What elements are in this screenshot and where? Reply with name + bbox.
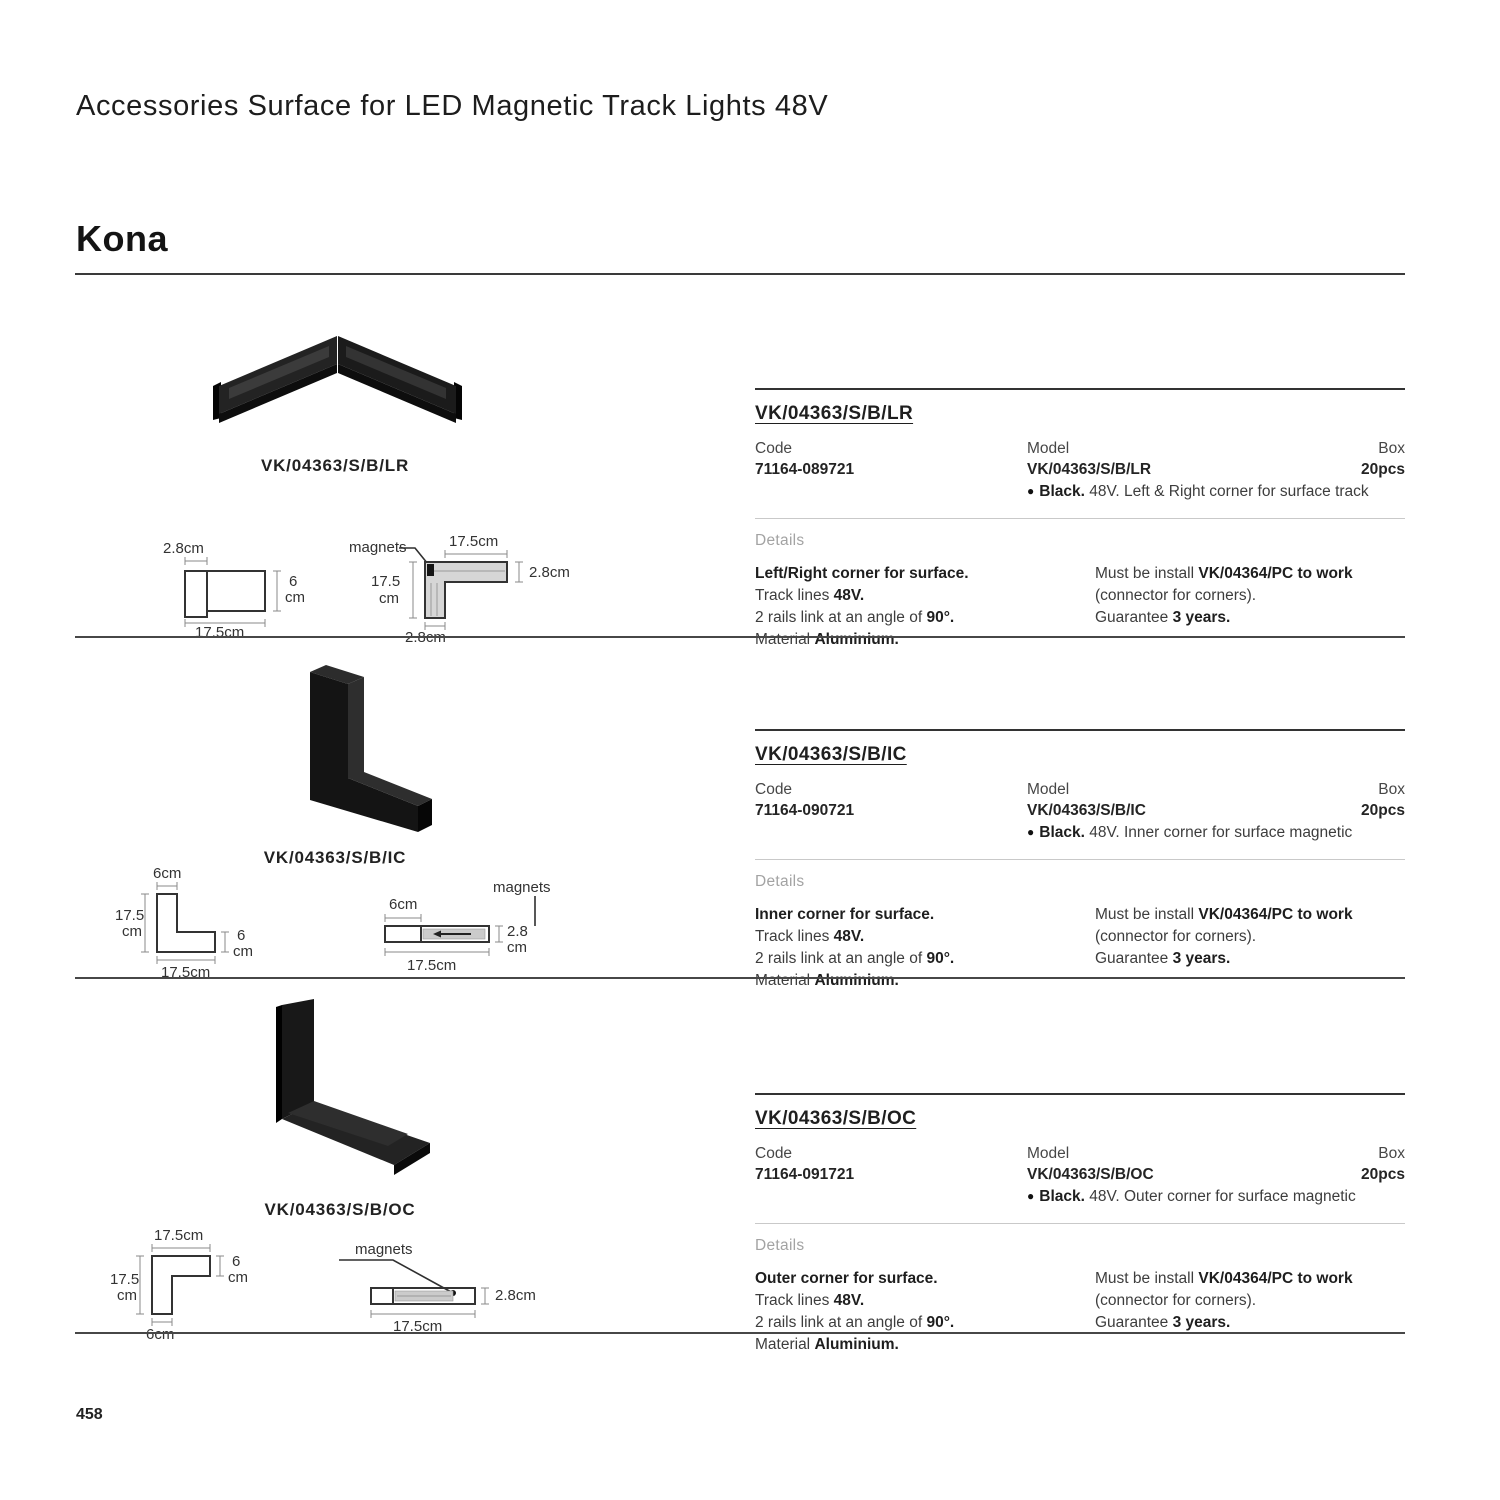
box-label: Box	[1378, 1145, 1405, 1162]
page-number: 458	[76, 1406, 103, 1423]
color-dot-icon: ●	[1027, 1188, 1035, 1203]
product-caption: VK/04363/S/B/OC	[264, 1200, 416, 1219]
color-dot-icon: ●	[1027, 483, 1035, 498]
details-right: Must be install VK/04364/PC to work (connector for corners). Guarantee 3 years.	[1095, 905, 1353, 967]
product-info-ic	[755, 729, 1405, 992]
dim-label: cm	[233, 943, 253, 960]
product-description: ● Black. 48V. Left & Right corner for surface track	[1027, 482, 1369, 500]
dim-label: cm	[228, 1269, 248, 1286]
page-header: Accessories Surface for LED Magnetic Track Lights 48V	[76, 90, 829, 122]
model-value: VK/04363/S/B/IC	[1027, 802, 1146, 820]
details-left: Left/Right corner for surface. Track lines 48V. 2 rails link at an angle of 90°. Material Aluminium.	[755, 564, 969, 648]
dim-label: 6	[289, 573, 298, 590]
product-title: VK/04363/S/B/IC	[755, 744, 907, 765]
model-value: VK/04363/S/B/LR	[1027, 461, 1152, 479]
section-divider	[75, 1332, 1405, 1334]
box-label: Box	[1378, 781, 1405, 798]
dimension-arrow	[152, 1244, 210, 1252]
details-label: Details	[755, 531, 805, 549]
product-meta	[755, 1145, 1405, 1206]
divider	[755, 1223, 1405, 1224]
dim-label: 17.5cm	[195, 624, 245, 641]
dim-label: 6	[237, 927, 246, 944]
details-label: Details	[755, 1236, 805, 1254]
section-divider	[75, 977, 1405, 979]
model-value: VK/04363/S/B/OC	[1027, 1166, 1154, 1184]
dimension-bar	[495, 926, 503, 942]
dimension-bar	[481, 1288, 489, 1304]
magnet-block	[427, 564, 434, 576]
dim-label: 2.8cm	[405, 629, 446, 646]
dim-label: 6cm	[146, 1326, 175, 1343]
dim-label: 6cm	[389, 896, 418, 913]
code-value: 71164-091721	[755, 1166, 855, 1184]
dim-label: 17.5cm	[407, 957, 457, 974]
product-description: ● Black. 48V. Outer corner for surface magnetic	[1027, 1187, 1356, 1205]
dim-label: 17.5	[115, 907, 145, 924]
corner-shape	[152, 1256, 210, 1314]
track-profile	[207, 571, 265, 611]
dim-label: cm	[379, 590, 399, 607]
dimension-bar	[515, 562, 523, 582]
box-value: 20pcs	[1361, 802, 1405, 820]
corner-outline-diagram	[110, 1228, 295, 1342]
product-title: VK/04363/S/B/LR	[755, 403, 914, 424]
box-value: 20pcs	[1361, 1166, 1405, 1184]
product-caption: VK/04363/S/B/IC	[263, 848, 407, 867]
cross-section-diagram	[155, 535, 330, 639]
section-title: Kona	[76, 218, 168, 259]
product-meta	[755, 440, 1405, 501]
details-right: Must be install VK/04364/PC to work (connector for corners). Guarantee 3 years.	[1095, 564, 1353, 626]
dim-label: 6	[232, 1253, 241, 1270]
corner-outline-diagram	[115, 866, 300, 980]
details-grid	[755, 1268, 1405, 1356]
code-label: Code	[755, 1145, 793, 1162]
dim-label: 2.8	[507, 923, 528, 940]
dim-label: 17.5cm	[161, 964, 211, 981]
model-label: Model	[1027, 1145, 1070, 1162]
code-value: 71164-090721	[755, 802, 855, 820]
dim-label: cm	[507, 939, 527, 956]
section-divider	[75, 636, 1405, 638]
product-photo-lr-corner	[205, 328, 470, 433]
track-edge	[276, 1005, 282, 1123]
dim-label: 2.8cm	[495, 1287, 536, 1304]
dim-label: cm	[122, 923, 142, 940]
dimension-bar	[216, 1256, 224, 1276]
section-divider	[75, 273, 1405, 275]
dim-label: 17.5cm	[154, 1227, 204, 1244]
model-label: Model	[1027, 781, 1070, 798]
details-left: Outer corner for surface. Track lines 48V. 2 rails link at an angle of 90°. Material Aluminium.	[755, 1269, 955, 1353]
details-right: Must be install VK/04364/PC to work (connector for corners). Guarantee 3 years.	[1095, 1269, 1353, 1331]
dim-label: 17.5cm	[393, 1318, 443, 1335]
magnets-label: magnets	[349, 539, 407, 556]
code-label: Code	[755, 781, 793, 798]
product-title: VK/04363/S/B/OC	[755, 1108, 917, 1129]
color-dot-icon: ●	[1027, 824, 1035, 839]
product-info-oc	[755, 1093, 1405, 1356]
product-info-lr	[755, 388, 1405, 651]
dimension-bar	[221, 932, 229, 952]
track-vertical-face	[282, 999, 314, 1119]
product-photo-ic-corner	[268, 660, 443, 840]
divider	[755, 518, 1405, 519]
dimension-bar	[273, 571, 281, 611]
dimension-arrow	[385, 914, 421, 922]
details-left: Inner corner for surface. Track lines 48V. 2 rails link at an angle of 90°. Material Aluminium.	[755, 905, 955, 989]
corner-shape	[157, 894, 215, 952]
box-label: Box	[1378, 440, 1405, 457]
corner-magnet-diagram	[335, 530, 575, 644]
product-description: ● Black. 48V. Inner corner for surface magnetic	[1027, 823, 1353, 841]
dimension-bar	[409, 562, 417, 618]
dim-label: 17.5cm	[449, 533, 499, 550]
dimension-arrow	[445, 550, 507, 558]
dimension-arrow	[385, 948, 489, 956]
magnets-label: magnets	[355, 1241, 413, 1258]
model-label: Model	[1027, 440, 1070, 457]
product-photo-oc-corner	[242, 995, 442, 1195]
side-view-magnet-diagram	[335, 1238, 590, 1333]
dim-label: cm	[117, 1287, 137, 1304]
dim-label: 17.5	[371, 573, 401, 590]
dimension-arrow	[185, 557, 207, 565]
divider	[755, 859, 1405, 860]
dim-label: 6cm	[153, 865, 182, 882]
product-meta	[755, 781, 1405, 842]
product-caption: VK/04363/S/B/LR	[260, 456, 410, 475]
dim-label: 2.8cm	[163, 540, 204, 557]
details-label: Details	[755, 872, 805, 890]
dimension-arrow	[371, 1310, 475, 1318]
dimension-arrow	[157, 882, 177, 890]
dim-label: cm	[285, 589, 305, 606]
code-label: Code	[755, 440, 793, 457]
dimension-arrow	[157, 956, 215, 964]
dim-label: 2.8cm	[529, 564, 570, 581]
box-value: 20pcs	[1361, 461, 1405, 479]
code-value: 71164-089721	[755, 461, 855, 479]
track-profile	[185, 571, 207, 617]
side-view-magnet-diagram	[345, 876, 600, 974]
magnets-label: magnets	[493, 879, 551, 896]
dimension-arrow	[152, 1318, 172, 1326]
dim-label: 17.5	[110, 1271, 140, 1288]
